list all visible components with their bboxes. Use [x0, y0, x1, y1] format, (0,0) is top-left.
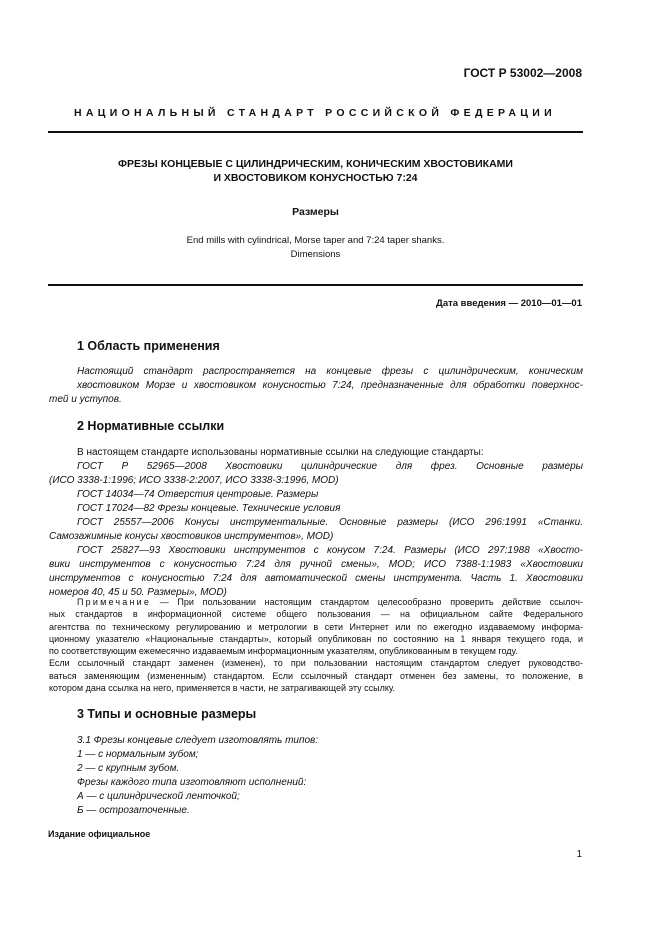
- section-3-line: 3.1 Фрезы концевые следует изготовлять типов:: [77, 735, 319, 746]
- section-1-heading: 1 Область применения: [77, 339, 220, 353]
- document-title: [48, 157, 583, 185]
- official-edition-label: Издание официальное: [48, 829, 151, 839]
- title-line-1: ФРЕЗЫ КОНЦЕВЫЕ С ЦИЛИНДРИЧЕСКИМ, КОНИЧЕСКИМ ХВОСТОВИКАМИ: [118, 158, 513, 170]
- section-3-body: [77, 734, 583, 818]
- title-divider: [48, 284, 583, 286]
- title-line-2: И ХВОСТОВИКОМ КОНУСНОСТЬЮ 7:24: [213, 172, 418, 184]
- reference-line: ГОСТ 14034—74 Отверстия центровые. Размеры: [77, 489, 319, 500]
- note-label: Примечание: [77, 597, 152, 607]
- section-1-line: хвостовиком Морзе и хвостовиком конусностью 7:24, предназначенные для обработки поверхнос-: [77, 380, 583, 391]
- section-3-heading: 3 Типы и основные размеры: [77, 707, 257, 721]
- section-3-line: Фрезы каждого типа изготовляют исполнений:: [77, 777, 307, 788]
- section-3-line: 2 — с крупным зубом.: [77, 763, 180, 774]
- note-line: по соответствующим ежемесячно издаваемым информационным указателям, опубликованным в текущем году.: [49, 646, 518, 657]
- note-line: [77, 596, 583, 608]
- reference-line: Самозажимные конусы хвостовиков инструментов», MOD): [49, 531, 334, 542]
- section-2-heading: 2 Нормативные ссылки: [77, 419, 225, 433]
- note-line: агентства по техническому регулированию и метрологии в сети Интернет или по ежегодно издаваемому информа-: [49, 621, 583, 632]
- reference-line: вики инструментов с конусностью 7:24 для ручной смены», MOD; ИСО 7388-1:1983 «Хвостовики: [49, 559, 583, 570]
- introduction-date: Дата введения — 2010—01—01: [436, 298, 582, 309]
- document-code: ГОСТ Р 53002—2008: [463, 66, 582, 80]
- section-1-line: тей и уступов.: [49, 394, 122, 405]
- reference-line: инструментов с конусностью 7:24 для автоматической смены инструмента. Часть 1. Хвостовики: [49, 573, 583, 584]
- section-3-line: Б — острозаточенные.: [77, 805, 190, 816]
- document-subtitle: Размеры: [292, 206, 339, 218]
- page-number: 1: [576, 849, 582, 860]
- english-title-line-2: Dimensions: [290, 249, 341, 260]
- english-title: [48, 234, 583, 262]
- note-line: ных стандартов в информационной системе общего пользования — на официальном сайте Федерального: [49, 609, 583, 620]
- english-title-line-1: End mills with cylindrical, Morse taper and 7:24 taper shanks.: [186, 235, 445, 246]
- note-line: ционному указателю «Национальные стандарты», который опубликован по состоянию на 1 января текущего года, и: [49, 633, 583, 644]
- section-3-line: 1 — с нормальным зубом;: [77, 749, 199, 760]
- section-2-note: [49, 596, 583, 694]
- standard-banner: НАЦИОНАЛЬНЫЙ СТАНДАРТ РОССИЙСКОЙ ФЕДЕРАЦИИ: [74, 107, 556, 119]
- note-text: — При пользовании настоящим стандартом целесообразно проверить действие ссылоч-: [151, 597, 583, 607]
- reference-line: (ИСО 3338-1:1996; ИСО 3338-2:2007, ИСО 3338-3:1996, MOD): [49, 475, 339, 486]
- section-2-intro: В настоящем стандарте использованы нормативные ссылки на следующие стандарты:: [77, 447, 484, 458]
- reference-line: ГОСТ Р 52965—2008 Хвостовики цилиндрические для фрез. Основные размеры: [77, 461, 583, 472]
- reference-line: ГОСТ 25557—2006 Конусы инструментальные. Основные размеры (ИСО 296:1991 «Станки.: [77, 517, 583, 528]
- section-1-line: Настоящий стандарт распространяется на концевые фрезы с цилиндрическим, коническим: [77, 366, 583, 377]
- section-1-body: [49, 365, 583, 407]
- top-divider: [48, 131, 583, 133]
- note-line: котором дана ссылка на него, применяется в части, не затрагивающей эту ссылку.: [49, 683, 395, 694]
- reference-line: ГОСТ 25827—93 Хвостовики инструментов с конусом 7:24. Размеры (ИСО 297:1988 «Хвосто-: [77, 545, 583, 556]
- reference-line: ГОСТ 17024—82 Фрезы концевые. Технические условия: [77, 503, 341, 514]
- section-3-line: А — с цилиндрической ленточкой;: [77, 791, 240, 802]
- note-line: ваться заменяющим (измененным) стандартом. Если ссылочный стандарт отменен без замены, то положение, в: [49, 670, 583, 681]
- note-line: Если ссылочный стандарт заменен (изменен), то при пользовании настоящим стандартом следует руководство-: [49, 658, 583, 669]
- reference-line: номеров 40, 45 и 50. Размеры», MOD): [49, 587, 227, 598]
- normative-reference-list: [49, 460, 583, 600]
